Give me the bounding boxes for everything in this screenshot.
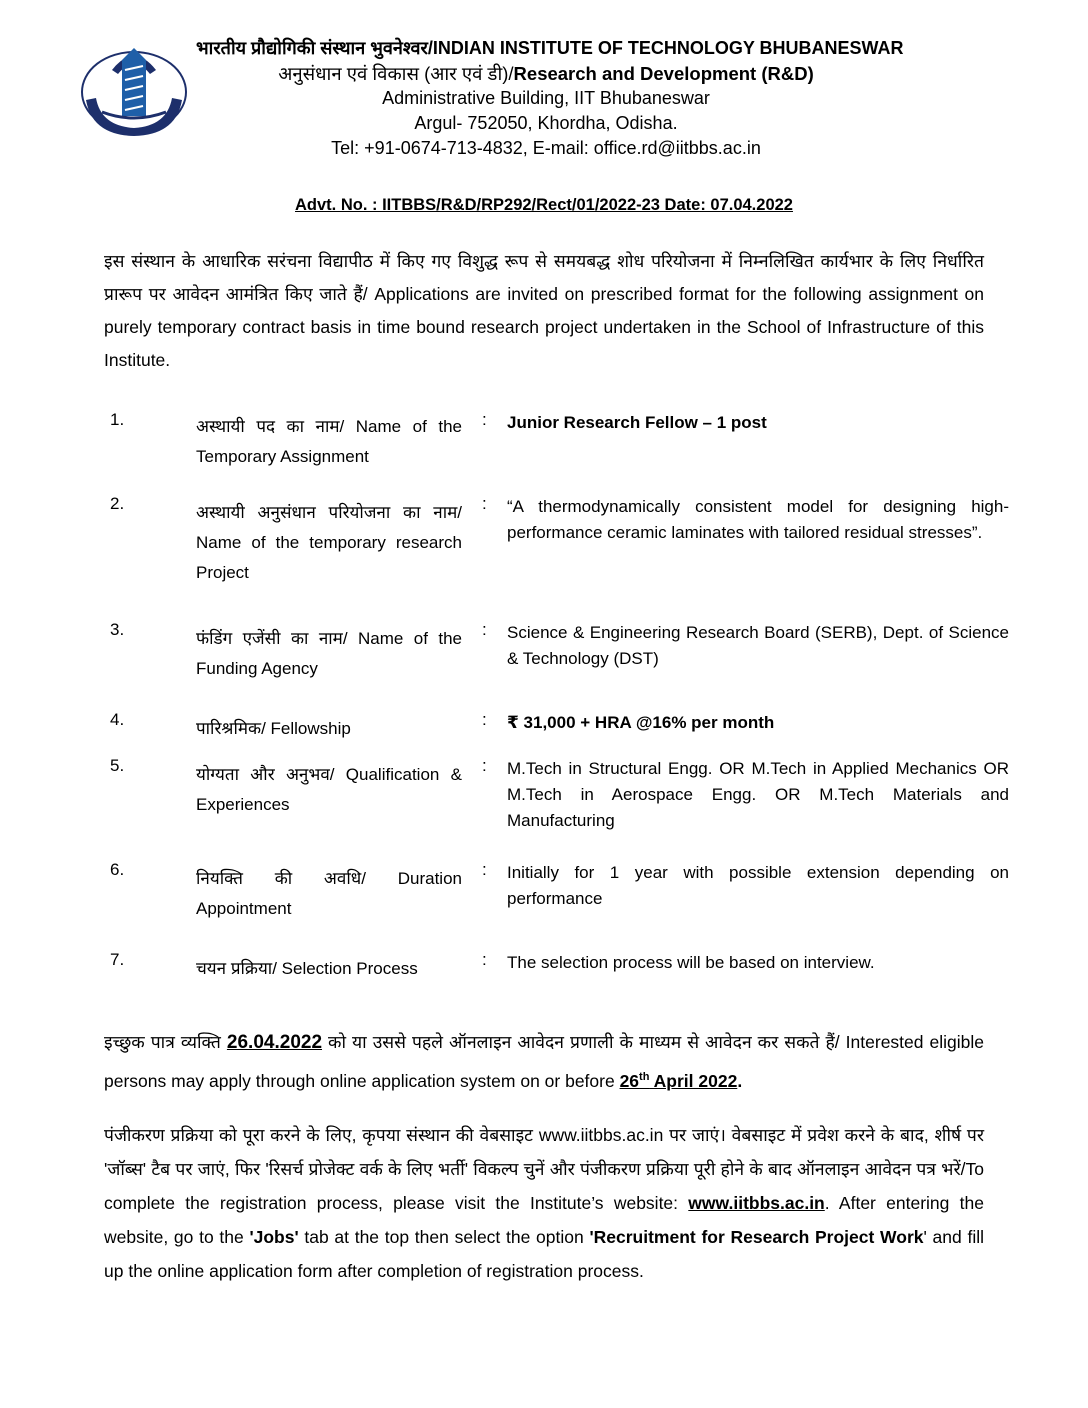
deadline-date: 26.04.2022 [226,1032,323,1053]
department-name: अनुसंधान एवं विकास (आर एवं डी)/Research and Development (R&D) [278,63,814,84]
application-deadline-paragraph: इच्छुक पात्र व्यक्ति 26.04.2022 को या उससे पहले ऑनलाइन आवेदन प्रणाली के माध्यम से आवेदन कर सकते हैं/ Interested eligible persons may apply through online application system on or before 26th April 2022. [104,1032,984,1091]
institute-name: भारतीय प्रौद्योगिकी संस्थान भुवनेश्वर/INDIAN INSTITUTE OF TECHNOLOGY BHUBANESWAR [196,38,904,58]
deadline-date-en: 26th April 2022 [619,1070,738,1091]
contact-line: Tel: +91-0674-713-4832, E-mail: office.rd@iitbbs.ac.in [331,138,761,158]
address-line-2: Argul- 752050, Khordha, Odisha. [414,113,678,133]
advertisement-number: Advt. No. : IITBBS/R&D/RP292/Rect/01/2022-23 Date: 07.04.2022 [295,196,793,214]
institute-website-link[interactable]: www.iitbbs.ac.in [688,1193,825,1213]
institute-header [196,36,996,161]
address-line-1: Administrative Building, IIT Bhubaneswar [382,88,710,108]
advertisement-page: भारतीय प्रौद्योगिकी संस्थान भुवनेश्वर/INDIAN INSTITUTE OF TECHNOLOGY BHUBANESWAR अनुसंधान एवं विकास (आर एवं डी)/Research and Development (R&D) Administrative Building, IIT Bhubaneswar Argul- 752050, Khordha, Odisha. Tel: +91-0674-713-4832, E-mail: office.rd@iitbbs.ac.in Advt. No. : IITBBS/R&D/RP292/Rect/01/2022-23 Date: 07.04.2022 इस संस्थान के आधारिक सरंचना विद्यापीठ में किए गए विशुद्ध रूप से समयबद्ध शोध परियोजना में निम्नलिखित कार्यभार के लिए निर्धारित प्रारूप पर आवेदन आमंत्रित किए जाते हैं/ Applications are invited on prescribed format for the following assignment on purely temporary contract basis in time bound research project undertaken in the School of Infrastructure of this Institute. 1. अस्थायी पद का नाम/ Name of the Temporary Assignment : Junior Research Fellow – 1 post 2. अस्थायी अनुसंधान परियोजना का नाम/ Name of the temporary research Project : “A thermodynamically consistent model for designing high-performance ceramic laminates with tailored residual stresses”. 3. फंडिंग एजेंसी का नाम/ Name of the Funding Agency : Science & Engineering Research Board (SERB), Dept. of Science & Technology (DST) 4. पारिश्रमिक/ Fellowship : ₹ 31,000 + HRA @16% per month 5. योग्यता और अनुभव/ Qualification & Experiences : M.Tech in Structural Engg. OR M.Tech in Applied Mechanics OR M.Tech in Aerospace Engg. OR M.Tech Materials and Manufacturing 6. नियक्ति की अवधि/ Duration Appointment : Initially for 1 year with possible extension depending on performance 7. चयन प्रक्रिया/ Selection Process : The selection process will be based on interview. इच्छुक पात्र व्यक्ति 26.04.2022 को या उससे पहले ऑनलाइन आवेदन प्रणाली के माध्यम से आवेदन कर सकते हैं/ Interested eligible persons may apply through online application system on or before 26th April 2022. पंजीकरण प्रक्रिया को पूरा करने के लिए, कृपया संस्थान की वेबसाइट www.iitbbs.ac.in पर जाएं। वेबसाइट में प्रवेश करने के बाद, शीर्ष पर 'जॉब्स' टैब पर जाएं, फिर 'रिसर्च प्रोजेक्ट वर्क के लिए भर्ती' विकल्प चुनें और पंजीकरण प्रक्रिया पूरी होने के बाद ऑनलाइन आवेदन पत्र भरें/To complete the registration process, please visit the Institute’s website: www.iitbbs.ac.in. After entering the website, go to the 'Jobs' tab at the top then select the option 'Recruitment for Research Project Work' and fill up the online application form after completion of registration process. [0,0,1088,1408]
intro-paragraph: इस संस्थान के आधारिक सरंचना विद्यापीठ में किए गए विशुद्ध रूप से समयबद्ध शोध परियोजना में निम्नलिखित कार्यभार के लिए निर्धारित प्रारूप पर आवेदन आमंत्रित किए जाते हैं/ Applications are invited on prescribed format for the following assignment on purely temporary contract basis in time bound research project undertaken in the School of Infrastructure of this Institute. [104,251,984,370]
iit-bhubaneswar-logo [72,40,192,140]
registration-paragraph: पंजीकरण प्रक्रिया को पूरा करने के लिए, कृपया संस्थान की वेबसाइट www.iitbbs.ac.in पर जाएं। वेबसाइट में प्रवेश करने के बाद, शीर्ष पर 'जॉब्स' टैब पर जाएं, फिर 'रिसर्च प्रोजेक्ट वर्क के लिए भर्ती' विकल्प चुनें और पंजीकरण प्रक्रिया पूरी होने के बाद ऑनलाइन आवेदन पत्र भरें/To complete the registration process, please visit the Institute’s website: www.iitbbs.ac.in. After entering the website, go to the 'Jobs' tab at the top then select the option 'Recruitment for Research Project Work' and fill up the online application form after completion of registration process. [104,1125,984,1281]
